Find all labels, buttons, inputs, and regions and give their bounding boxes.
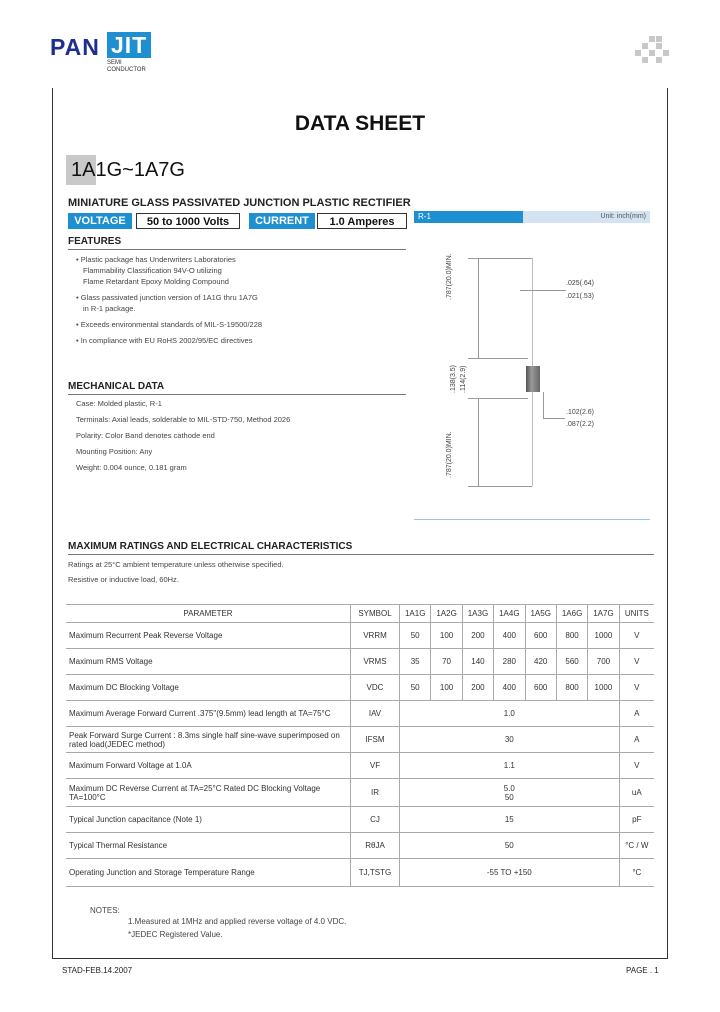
ratings-note: Resistive or inductive load, 60Hz. xyxy=(68,575,179,584)
header-units: UNITS xyxy=(619,605,654,623)
package-unit-bar: Unit: inch(mm) xyxy=(523,211,650,223)
header-col: 1A1G xyxy=(400,605,431,623)
mechanical-heading: MECHANICAL DATA xyxy=(68,381,406,395)
corner-dots-icon xyxy=(635,36,669,66)
feature-item: in R-1 package. xyxy=(83,304,136,313)
dim-lead-length-bottom: .787(20.0)MIN. xyxy=(446,431,453,478)
cell-value: 700 xyxy=(588,649,619,675)
frame-bottom xyxy=(52,958,668,959)
cell-value: 400 xyxy=(494,675,525,701)
footer-page: PAGE . 1 xyxy=(626,966,659,975)
voltage-label: VOLTAGE xyxy=(68,213,132,229)
cell-symbol: RθJA xyxy=(351,833,400,859)
logo-pan: PAN xyxy=(50,34,100,60)
header-col: 1A2G xyxy=(431,605,462,623)
mechanical-item: Terminals: Axial leads, solderable to MIL-STD-750, Method 2026 xyxy=(76,415,291,424)
cell-symbol: VF xyxy=(351,753,400,779)
part-number: 1A1G~1A7G xyxy=(71,159,185,181)
cell-symbol: IFSM xyxy=(351,727,400,753)
feature-item: • Glass passivated junction version of 1A1G thru 1A7G xyxy=(76,293,258,302)
cell-param: Maximum DC Reverse Current at TA=25°C Rated DC Blocking Voltage TA=100°C xyxy=(66,779,351,807)
cell-value: 50 xyxy=(400,675,431,701)
mechanical-item: Mounting Position: Any xyxy=(76,447,153,456)
cell-symbol: IAV xyxy=(351,701,400,727)
feature-item: Flammability Classification 94V-O utilizing xyxy=(83,266,222,275)
page-title: DATA SHEET xyxy=(294,112,426,135)
cell-unit: V xyxy=(619,675,654,701)
dim-body-length-a: .138(3.5) xyxy=(450,364,457,393)
cell-symbol: TJ,TSTG xyxy=(351,859,400,887)
dim-line xyxy=(543,392,544,418)
cell-unit: V xyxy=(619,753,654,779)
cell-value: 5.0 50 xyxy=(400,779,620,807)
header-symbol: SYMBOL xyxy=(351,605,400,623)
cell-param: Maximum Recurrent Peak Reverse Voltage xyxy=(66,623,351,649)
feature-item: • Exceeds environmental standards of MIL-S-19500/228 xyxy=(76,320,263,329)
dim-lead-dia-a: .025(.64) xyxy=(566,280,595,287)
cell-unit: V xyxy=(619,649,654,675)
cell-value: 800 xyxy=(556,623,587,649)
table-row xyxy=(66,675,654,701)
dim-body-dia-a: .102(2.6) xyxy=(566,409,595,416)
cell-symbol: VDC xyxy=(351,675,400,701)
cell-value: 200 xyxy=(462,675,493,701)
note-2: *JEDEC Registered Value. xyxy=(128,930,223,939)
cell-value: 420 xyxy=(525,649,556,675)
header-col: 1A4G xyxy=(494,605,525,623)
cell-value: 600 xyxy=(525,623,556,649)
cell-value: 100 xyxy=(431,623,462,649)
notes-heading: NOTES: xyxy=(90,906,120,915)
cell-value: -55 TO +150 xyxy=(400,859,620,887)
current-value: 1.0 Amperes xyxy=(317,213,407,229)
logo-jit: JIT xyxy=(107,32,151,58)
diode-lead-bottom xyxy=(532,392,533,486)
cell-param: Operating Junction and Storage Temperature Range xyxy=(66,859,351,887)
frame-left xyxy=(52,88,53,958)
current-label: CURRENT xyxy=(249,213,315,229)
table-header-row xyxy=(66,605,654,623)
header-col: 1A7G xyxy=(588,605,619,623)
table-row xyxy=(66,623,654,649)
cell-value: 1000 xyxy=(588,623,619,649)
cell-value: 200 xyxy=(462,623,493,649)
table-row xyxy=(66,753,654,779)
header-col: 1A6G xyxy=(556,605,587,623)
header-parameter: PARAMETER xyxy=(66,605,351,623)
cell-value: 100 xyxy=(431,675,462,701)
cell-unit: V xyxy=(619,623,654,649)
package-name-bar: R-1 xyxy=(414,211,523,223)
dim-lead-dia-b: .021(.53) xyxy=(566,293,595,300)
cell-value: 800 xyxy=(556,675,587,701)
cell-symbol: IR xyxy=(351,779,400,807)
table-row xyxy=(66,779,654,807)
dim-body-dia-b: .087(2.2) xyxy=(566,421,595,428)
cell-value: 280 xyxy=(494,649,525,675)
footer-date: STAD-FEB.14.2007 xyxy=(62,966,133,975)
cell-param: Maximum DC Blocking Voltage xyxy=(66,675,351,701)
cell-param: Typical Junction capacitance (Note 1) xyxy=(66,807,351,833)
table-row xyxy=(66,701,654,727)
dim-line xyxy=(478,258,479,358)
cell-value: 35 xyxy=(400,649,431,675)
dim-lead-length-top: .787(20.0)MIN. xyxy=(446,253,453,300)
cell-value: 50 xyxy=(400,623,431,649)
ratings-heading: MAXIMUM RATINGS AND ELECTRICAL CHARACTERISTICS xyxy=(68,541,654,555)
cell-unit: pF xyxy=(619,807,654,833)
product-subtitle: MINIATURE GLASS PASSIVATED JUNCTION PLASTIC RECTIFIER xyxy=(68,197,411,209)
package-box-bottom xyxy=(414,519,650,520)
ratings-table xyxy=(66,604,654,887)
cell-unit: °C / W xyxy=(619,833,654,859)
cell-symbol: CJ xyxy=(351,807,400,833)
ratings-note: Ratings at 25°C ambient temperature unless otherwise specified. xyxy=(68,560,284,569)
diode-body xyxy=(526,366,540,392)
table-row xyxy=(66,833,654,859)
mechanical-item: Weight: 0.004 ounce, 0.181 gram xyxy=(76,463,187,472)
cell-unit: °C xyxy=(619,859,654,887)
header-col: 1A5G xyxy=(525,605,556,623)
header-col: 1A3G xyxy=(462,605,493,623)
frame-right xyxy=(667,88,668,958)
note-1: 1.Measured at 1MHz and applied reverse voltage of 4.0 VDC. xyxy=(128,917,347,926)
features-heading: FEATURES xyxy=(68,236,406,250)
table-row xyxy=(66,807,654,833)
cell-value: 560 xyxy=(556,649,587,675)
cell-value: 15 xyxy=(400,807,620,833)
cell-value: 400 xyxy=(494,623,525,649)
dim-line xyxy=(468,398,528,399)
cell-value: 140 xyxy=(462,649,493,675)
cell-symbol: VRRM xyxy=(351,623,400,649)
dim-line xyxy=(543,418,565,419)
dim-line xyxy=(468,486,532,487)
voltage-value: 50 to 1000 Volts xyxy=(136,213,240,229)
mechanical-item: Case: Molded plastic, R-1 xyxy=(76,399,162,408)
cell-symbol: VRMS xyxy=(351,649,400,675)
cell-value: 600 xyxy=(525,675,556,701)
cell-value: 1000 xyxy=(588,675,619,701)
table-row xyxy=(66,727,654,753)
table-row xyxy=(66,859,654,887)
cell-param: Typical Thermal Resistance xyxy=(66,833,351,859)
cell-unit: A xyxy=(619,727,654,753)
dim-body-length-b: .114(2.9) xyxy=(460,365,467,393)
cell-param: Maximum Average Forward Current .375"(9.5mm) lead length at TA=75°C xyxy=(66,701,351,727)
dim-line xyxy=(520,290,566,291)
dim-line xyxy=(478,398,479,486)
cell-value: 50 xyxy=(400,833,620,859)
feature-item: • In compliance with EU RoHS 2002/95/EC directives xyxy=(76,336,253,345)
mechanical-item: Polarity: Color Band denotes cathode end xyxy=(76,431,215,440)
diode-lead-top xyxy=(532,258,533,366)
cell-unit: A xyxy=(619,701,654,727)
cell-param: Maximum Forward Voltage at 1.0A xyxy=(66,753,351,779)
feature-item: • Plastic package has Underwriters Laboratories xyxy=(76,255,236,264)
cell-param: Peak Forward Surge Current : 8.3ms single half sine-wave superimposed on rated load(JEDEC method) xyxy=(66,727,351,753)
cell-value: 70 xyxy=(431,649,462,675)
dim-line xyxy=(468,358,528,359)
cell-value: 30 xyxy=(400,727,620,753)
table-row xyxy=(66,649,654,675)
cell-value: 1.0 xyxy=(400,701,620,727)
feature-item: Flame Retardant Epoxy Molding Compound xyxy=(83,277,229,286)
cell-unit: uA xyxy=(619,779,654,807)
cell-param: Maximum RMS Voltage xyxy=(66,649,351,675)
cell-value: 1.1 xyxy=(400,753,620,779)
logo-subtitle: SEMI CONDUCTOR xyxy=(107,60,146,73)
